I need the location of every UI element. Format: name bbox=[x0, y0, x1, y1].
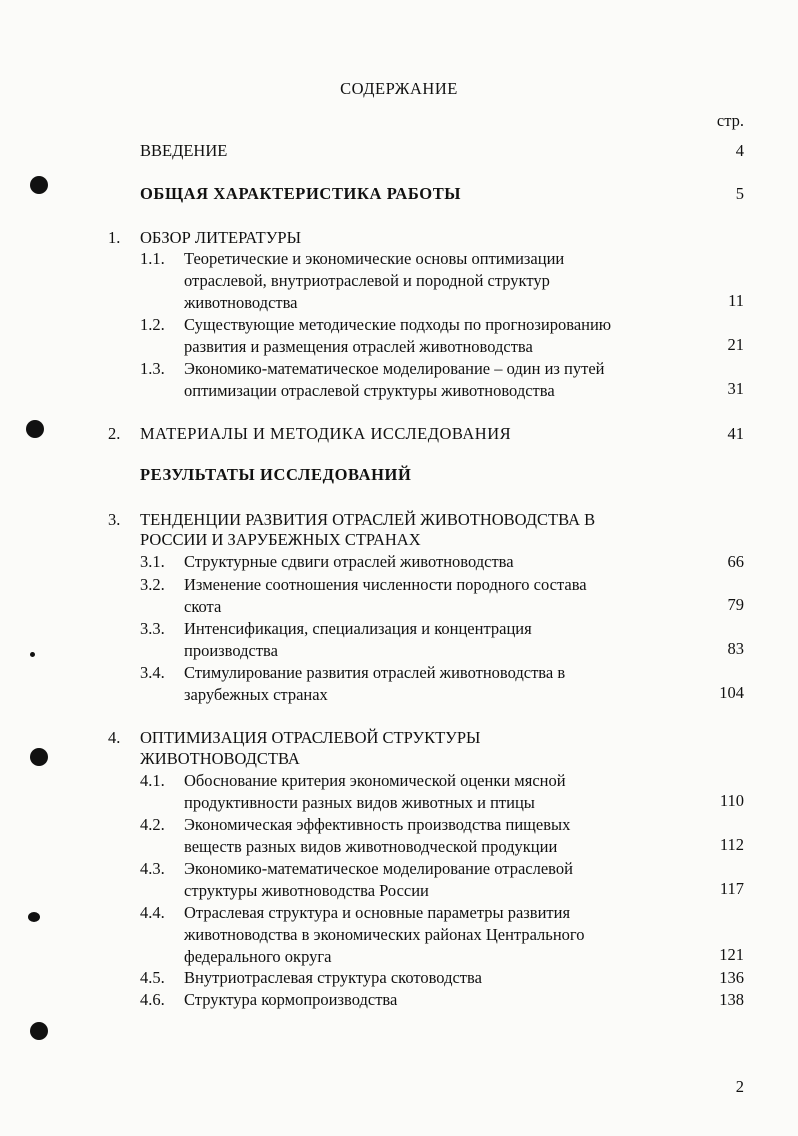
section-number: 4.5. bbox=[140, 968, 165, 987]
chapter-title-line: ОПТИМИЗАЦИЯ ОТРАСЛЕВОЙ СТРУКТУРЫ bbox=[140, 728, 481, 747]
toc-entry-text: ВВЕДЕНИЕ bbox=[140, 141, 228, 160]
section-number: 4.4. bbox=[140, 903, 165, 922]
section-line: производства bbox=[184, 641, 278, 660]
binder-hole-mark bbox=[30, 176, 48, 194]
page-number: 2 bbox=[735, 1077, 744, 1096]
section-line: Обоснование критерия экономической оценки мясной bbox=[184, 771, 566, 790]
section-page: 112 bbox=[719, 835, 744, 854]
section-number: 4.1. bbox=[140, 771, 165, 790]
section-number: 4.3. bbox=[140, 859, 165, 878]
section-line: Экономико-математическое моделирование отраслевой bbox=[184, 859, 573, 878]
binder-hole-mark bbox=[26, 420, 44, 438]
section-line: Внутриотраслевая структура скотоводства bbox=[184, 968, 482, 987]
section-line: Экономико-математическое моделирование – один из путей bbox=[184, 359, 605, 378]
section-line: животноводства в экономических районах Центрального bbox=[184, 925, 585, 944]
section-page: 11 bbox=[728, 291, 744, 310]
chapter-number: 3. bbox=[108, 510, 121, 529]
section-page: 83 bbox=[727, 639, 744, 658]
section-line: структуры животноводства России bbox=[184, 881, 429, 900]
chapter-title-line: ТЕНДЕНЦИИ РАЗВИТИЯ ОТРАСЛЕЙ ЖИВОТНОВОДСТВА В bbox=[140, 510, 596, 529]
section-number: 3.1. bbox=[140, 552, 165, 571]
section-line: оптимизации отраслевой структуры животноводства bbox=[184, 381, 555, 400]
chapter-number: 2. bbox=[108, 424, 121, 443]
section-line: Структура кормопроизводства bbox=[184, 990, 398, 1009]
section-line: Существующие методические подходы по прогнозированию bbox=[184, 315, 612, 334]
section-line: Стимулирование развития отраслей животноводства в bbox=[184, 663, 566, 682]
chapter-title-line: ЖИВОТНОВОДСТВА bbox=[140, 749, 300, 768]
section-number: 1.1. bbox=[140, 249, 165, 268]
section-page: 66 bbox=[727, 552, 744, 571]
binder-hole-mark bbox=[30, 652, 35, 657]
section-page: 121 bbox=[719, 945, 744, 964]
section-page: 117 bbox=[719, 879, 744, 898]
toc-entry-page: 4 bbox=[735, 141, 744, 160]
section-line: Отраслевая структура и основные параметры развития bbox=[184, 903, 571, 922]
section-number: 3.2. bbox=[140, 575, 165, 594]
section-line: отраслевой, внутриотраслевой и породной структур bbox=[184, 271, 550, 290]
section-line: Теоретические и экономические основы оптимизации bbox=[184, 249, 565, 268]
section-line: зарубежных странах bbox=[184, 685, 328, 704]
section-number: 3.3. bbox=[140, 619, 165, 638]
toc-section-results: РЕЗУЛЬТАТЫ ИССЛЕДОВАНИЙ bbox=[140, 465, 412, 484]
chapter-title: МАТЕРИАЛЫ И МЕТОДИКА ИССЛЕДОВАНИЯ bbox=[140, 424, 512, 443]
section-page: 21 bbox=[727, 335, 744, 354]
section-page: 110 bbox=[719, 791, 744, 810]
section-line: веществ разных видов животноводческой продукции bbox=[184, 837, 558, 856]
binder-hole-mark bbox=[30, 1022, 48, 1040]
section-number: 1.3. bbox=[140, 359, 165, 378]
section-page: 136 bbox=[719, 968, 744, 987]
chapter-title-line: РОССИИ И ЗАРУБЕЖНЫХ СТРАНАХ bbox=[140, 530, 421, 549]
section-line: Структурные сдвиги отраслей животноводства bbox=[184, 552, 514, 571]
section-line: продуктивности разных видов животных и птицы bbox=[184, 793, 535, 812]
chapter-number: 4. bbox=[108, 728, 121, 747]
section-line: скота bbox=[184, 597, 222, 616]
chapter-title: ОБЗОР ЛИТЕРАТУРЫ bbox=[140, 228, 301, 247]
section-number: 4.6. bbox=[140, 990, 165, 1009]
section-line: федерального округа bbox=[184, 947, 332, 966]
chapter-number: 1. bbox=[108, 228, 121, 247]
section-number: 3.4. bbox=[140, 663, 165, 682]
toc-entry-page: 5 bbox=[735, 184, 744, 203]
section-line: Интенсификация, специализация и концентрация bbox=[184, 619, 532, 638]
section-line: развития и размещения отраслей животноводства bbox=[184, 337, 533, 356]
page-title: СОДЕРЖАНИЕ bbox=[340, 79, 458, 98]
toc-entry-text: ОБЩАЯ ХАРАКТЕРИСТИКА РАБОТЫ bbox=[140, 184, 462, 203]
section-line: животноводства bbox=[184, 293, 298, 312]
binder-hole-mark bbox=[30, 748, 48, 766]
section-page: 104 bbox=[719, 683, 744, 702]
section-line: Изменение соотношения численности породного состава bbox=[184, 575, 587, 594]
binder-hole-mark bbox=[28, 912, 40, 922]
page-column-label: стр. bbox=[716, 111, 744, 130]
section-page: 31 bbox=[727, 379, 744, 398]
section-page: 79 bbox=[727, 595, 744, 614]
section-page: 138 bbox=[719, 990, 744, 1009]
section-line: Экономическая эффективность производства пищевых bbox=[184, 815, 571, 834]
section-number: 4.2. bbox=[140, 815, 165, 834]
chapter-page: 41 bbox=[727, 424, 744, 443]
section-number: 1.2. bbox=[140, 315, 165, 334]
